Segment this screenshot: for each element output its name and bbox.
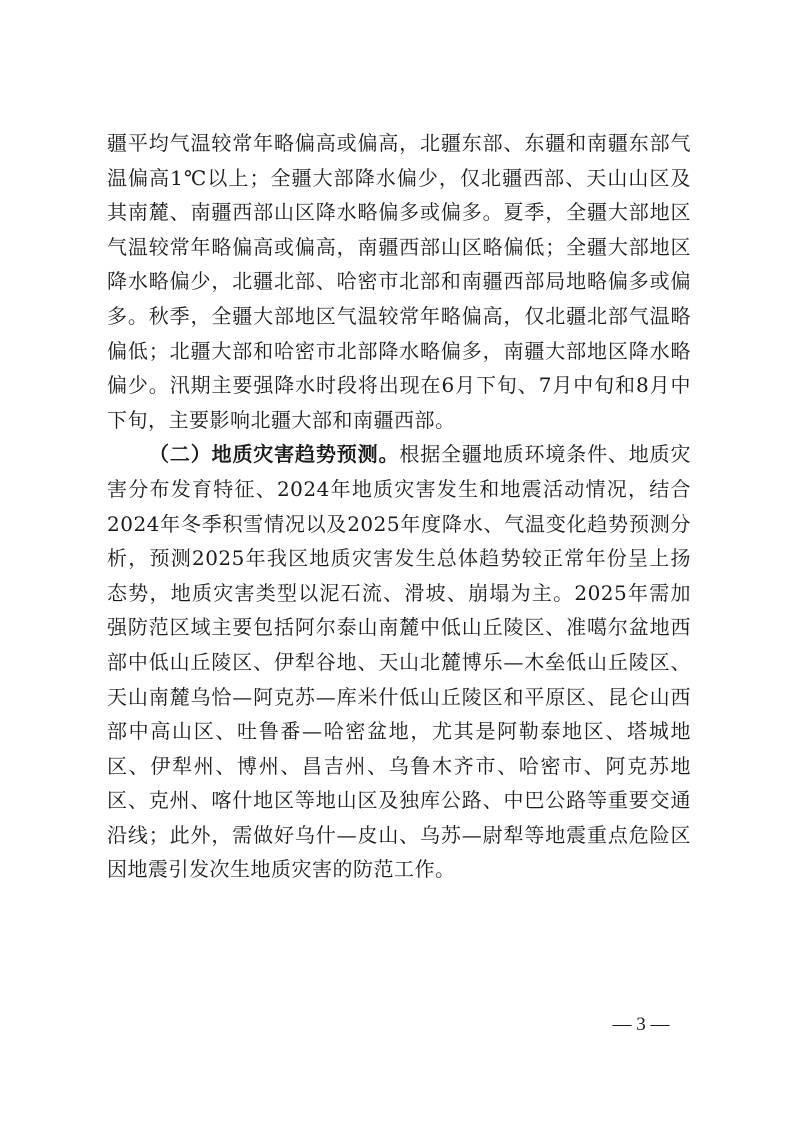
document-body: [107, 126, 691, 887]
paragraph-geological-hazard-forecast: [107, 437, 691, 887]
paragraph-text: 疆平均气温较常年略偏高或偏高，北疆东部、东疆和南疆东部气温偏高1℃以上；全疆大部降水偏少，仅北疆西部、天山山区及其南麓、南疆西部山区降水略偏多或偏多。夏季，全疆大部地区气温较常年略偏高或偏高，南疆西部山区略偏低；全疆大部地区降水略偏少，北疆北部、哈密市北部和南疆西部局地略偏多或偏多。秋季，全疆大部地区气温较常年略偏高，仅北疆北部气温略偏低；北疆大部和哈密市北部降水略偏多，南疆大部地区降水略偏少。汛期主要强降水时段将出现在6月下旬、7月中旬和8月中下旬，主要影响北疆大部和南疆西部。: [107, 131, 691, 432]
paragraph-text: 根据全疆地质环境条件、地质灾害分布发育特征、2024年地质灾害发生和地震活动情况，结合2024年冬季积雪情况以及2025年度降水、气温变化趋势预测分析，预测2025年我区地质灾害发生总体趋势较正常年份呈上扬态势，地质灾害类型以泥石流、滑坡、崩塌为主。2025年需加强防范区域主要包括阿尔泰山南麓中低山丘陵区、准噶尔盆地西部中低山丘陵区、伊犁谷地、天山北麓博乐—木垒低山丘陵区、天山南麓乌恰—阿克苏—库米什低山丘陵区和平原区、昆仑山西部中高山区、吐鲁番—哈密盆地，尤其是阿勒泰地区、塔城地区、伊犁州、博州、昌吉州、乌鲁木齐市、哈密市、阿克苏地区、克州、喀什地区等地山区及独库公路、中巴公路等重要交通沿线；此外，需做好乌什—皮山、乌苏—尉犁等地震重点危险区因地震引发次生地质灾害的防范工作。: [107, 442, 692, 882]
page-number: — 3 —: [612, 1014, 670, 1035]
section-heading: （二）地质灾害趋势预测。: [149, 442, 400, 467]
paragraph-climate-forecast: [107, 126, 691, 437]
